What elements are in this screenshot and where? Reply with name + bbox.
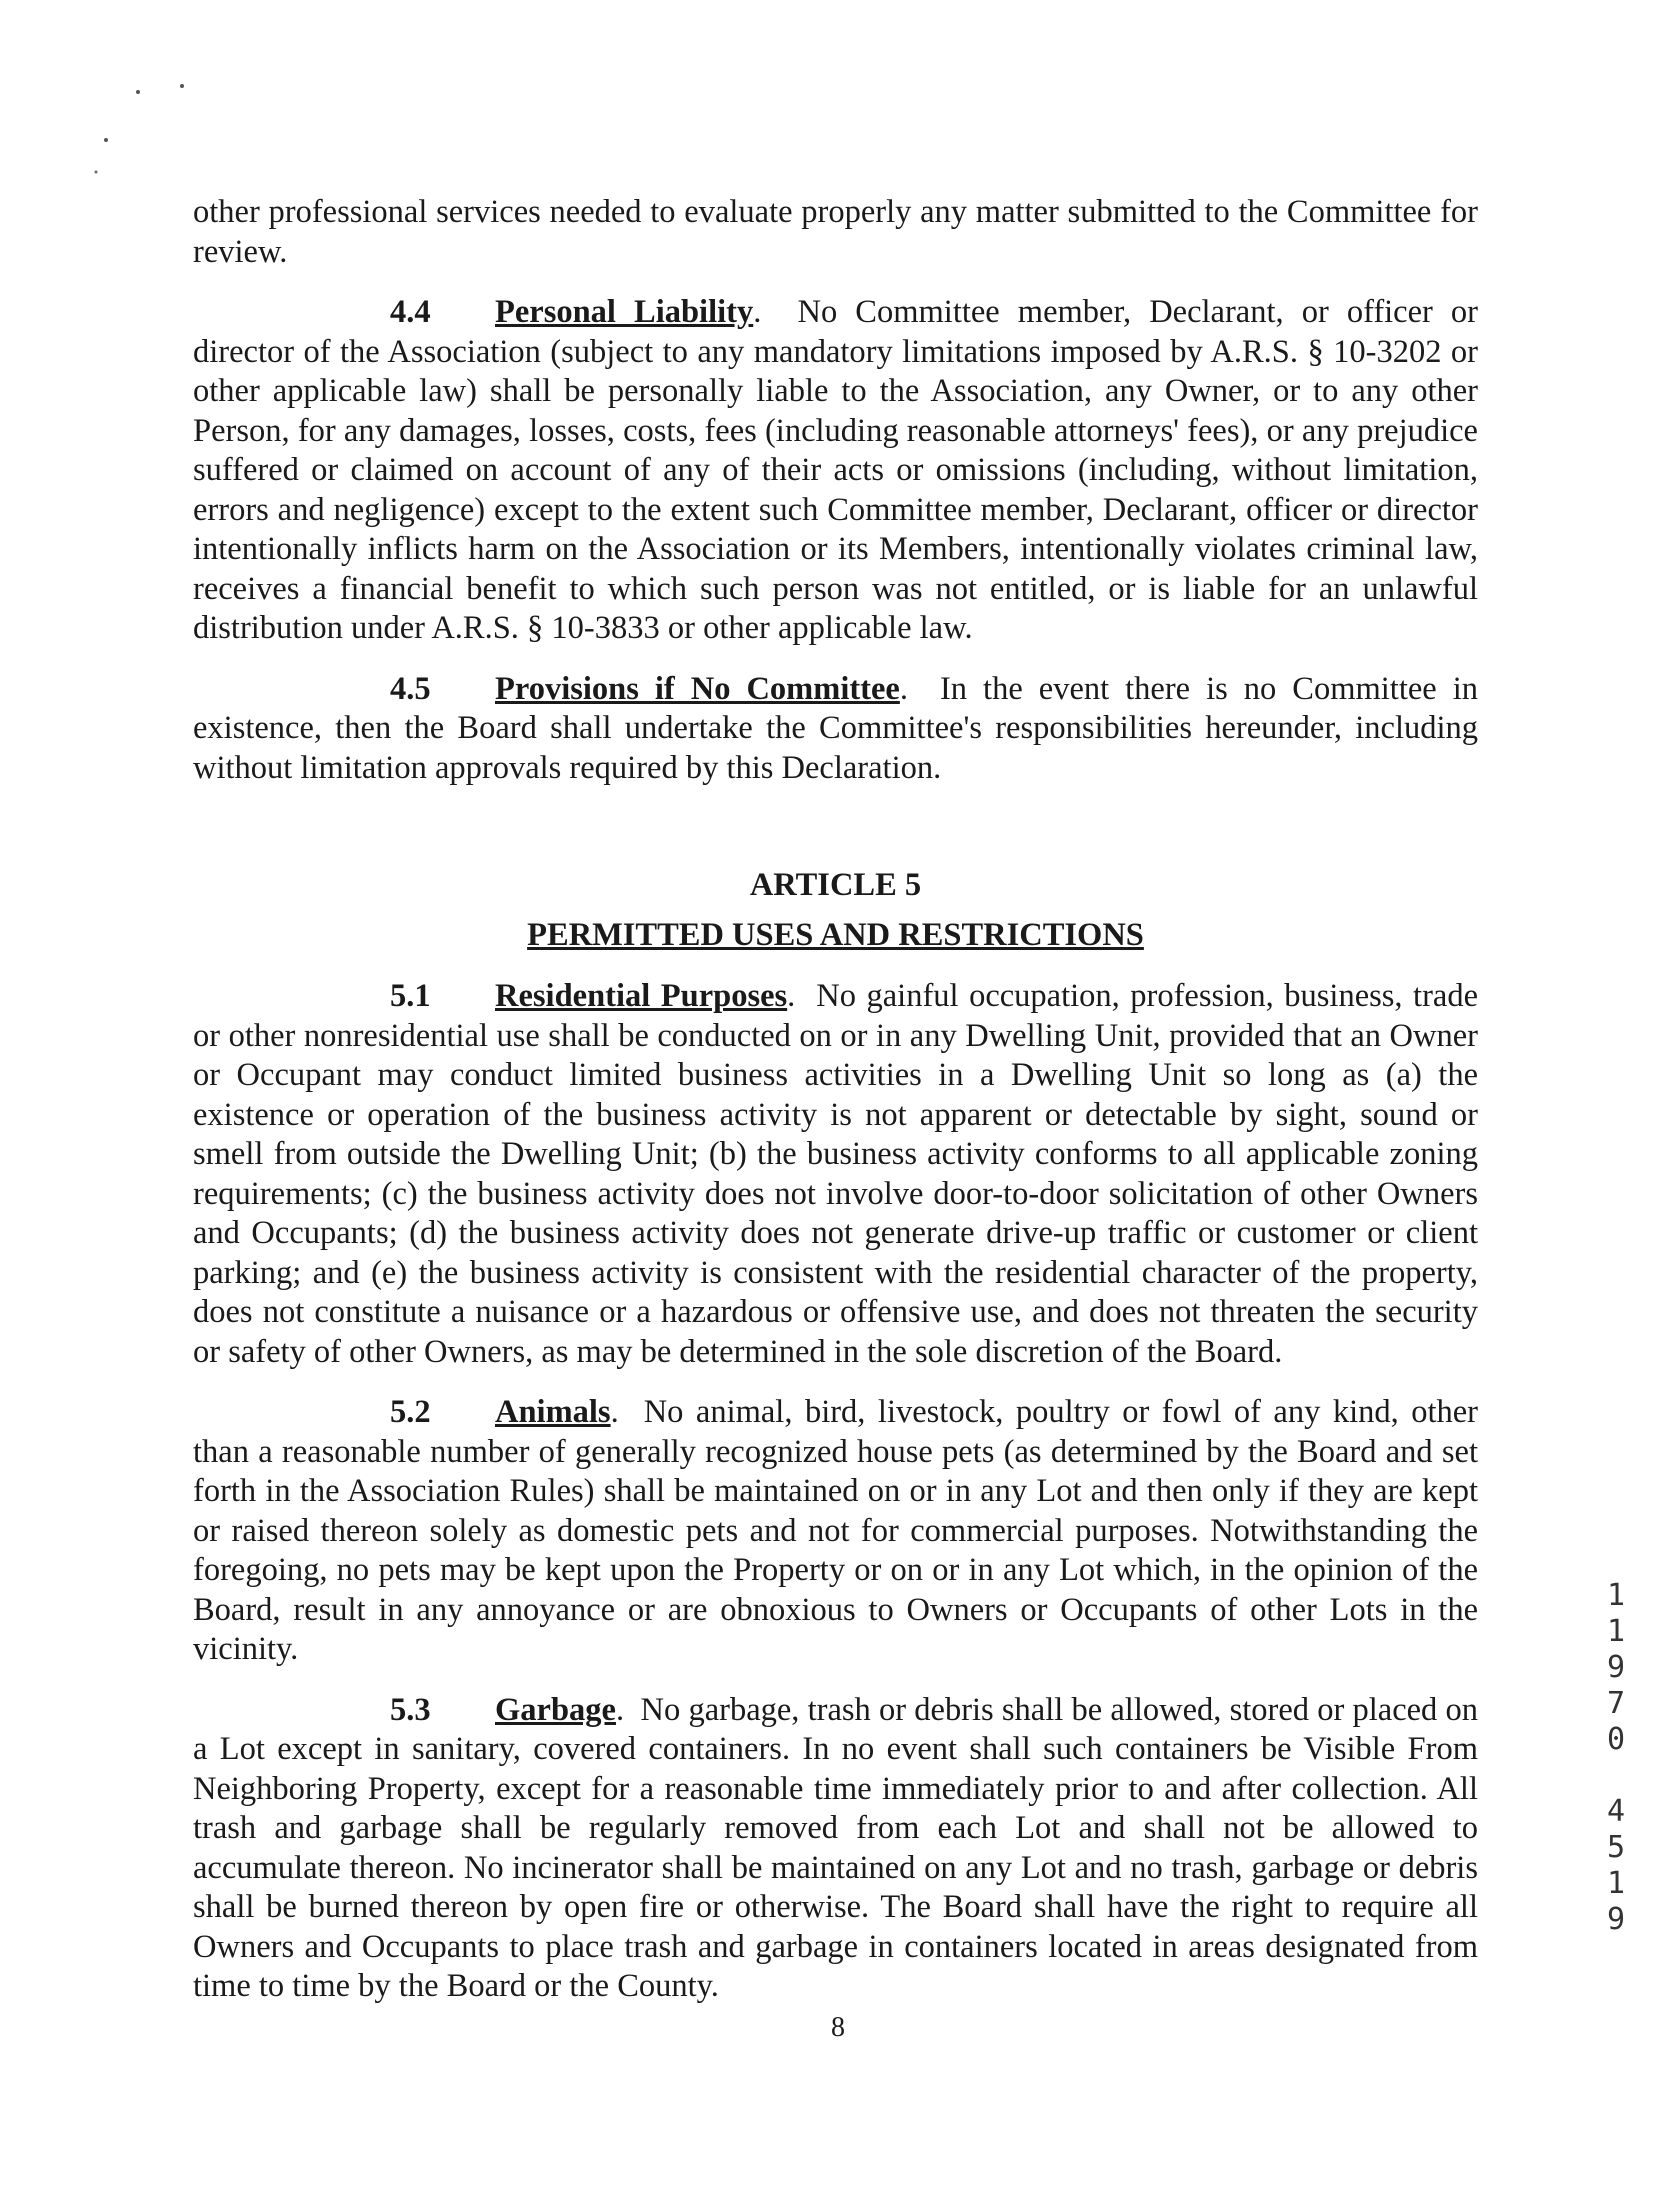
section-heading: Animals (495, 1394, 611, 1430)
recording-digit: 9 (1606, 1902, 1626, 1937)
section-4-5: 4.5 Provisions if No Committee. In the event there is no Committee in existence, then the Board shall undertake the Committee's responsibilities hereunder, including without limitation approvals required by this Declaration. (193, 670, 1478, 786)
intro-paragraph: other professional services needed to evaluate properly any matter submitted to the Committee for review. (193, 194, 1478, 270)
recording-gap (1601, 1758, 1631, 1794)
scan-specks (0, 0, 200, 200)
article-header (193, 866, 1478, 955)
recording-number (1601, 1578, 1631, 1938)
section-heading: Personal Liability (495, 294, 754, 330)
section-5-2: 5.2 Animals. No animal, bird, livestock, poultry or fowl of any kind, other than a reasonable number of generally recognized house pets (as determined by the Board and set forth in the Association Rules) shall be maintained on or in any Lot and then only if they are kept or raised thereon solely as domestic pets and not for commercial purposes. Notwithstanding the foregoing, no pets may be kept upon the Property or on or in any Lot which, in the opinion of the Board, result in any annoyance or are obnoxious to Owners or Occupants of other Lots in the vicinity. (193, 1394, 1479, 1667)
recording-digit: 5 (1606, 1830, 1626, 1865)
recording-digit: 4 (1606, 1794, 1626, 1829)
section-4-4: 4.4 Personal Liability. No Committee member, Declarant, or officer or director of the Association (subject to any mandatory limitations imposed by A.R.S. § 10-3202 or other applicable law) shall be personally liable to the Association, any Owner, or to any other Person, for any damages, losses, costs, fees (including reasonable attorneys' fees), or any prejudice suffered or claimed on account of any of their acts or omissions (including, without limitation, errors and negligence) except to the extent such Committee member, Declarant, officer or director intentionally inflicts harm on the Association or its Members, intentionally violates criminal law, receives a financial benefit to which such person was not entitled, or is liable for an unlawful distribution under A.R.S. § 10-3833 or other applicable law. (193, 294, 1478, 646)
article-subtitle: PERMITTED USES AND RESTRICTIONS (527, 916, 1144, 953)
section-body: No garbage, trash or debris shall be allowed, stored or placed on a Lot except in sanitary, covered containers. In no event shall such containers be Visible From Neighboring Property, except for a reasonable time immediately prior to and after collection. All trash and garbage shall be regularly removed from each Lot and shall not be allowed to accumulate thereon. No incinerator shall be maintained on any Lot and no trash, garbage or debris shall be burned thereon by open fire or otherwise. The Board shall have the right to require all Owners and Occupants to place trash and garbage in containers located in areas designated from time to time by the Board or the County. (193, 1691, 1479, 2004)
recording-digit: 7 (1606, 1686, 1626, 1721)
recording-digit: 1 (1606, 1578, 1626, 1613)
section-heading: Provisions if No Committee (495, 670, 900, 707)
section-body: No animal, bird, livestock, poultry or fowl of any kind, other than a reasonable number of generally recognized house pets (as determined by the Board and set forth in the Association Rules) shall be maintained on or in any Lot and then only if they are kept or raised thereon solely as domestic pets and not for commercial purposes. Notwithstanding the foregoing, no pets may be kept upon the Property or on or in any Lot which, in the opinion of the Board, result in any annoyance or are obnoxious to Owners or Occupants of other Lots in the vicinity. (193, 1394, 1479, 1667)
recording-digit: 9 (1606, 1650, 1626, 1685)
section-body: No Committee member, Declarant, or officer or director of the Association (subject to any mandatory limitations imposed by A.R.S. § 10-3202 or other applicable law) shall be personally liable to the Association, any Owner, or to any other Person, for any damages, losses, costs, fees (including reasonable attorneys' fees), or any prejudice suffered or claimed on account of any of their acts or omissions (including, without limitation, errors and negligence) except to the extent such Committee member, Declarant, officer or director intentionally inflicts harm on the Association or its Members, intentionally violates criminal law, receives a financial benefit to which such person was not entitled, or is liable for an unlawful distribution under A.R.S. § 10-3833 or other applicable law. (193, 294, 1478, 646)
recording-digit: 0 (1606, 1722, 1626, 1757)
article-title: ARTICLE 5 (749, 867, 922, 903)
section-heading: Garbage (495, 1691, 616, 1728)
section-number: 5.2 (390, 1394, 431, 1430)
section-body: In the event there is no Committee in existence, then the Board shall undertake the Committee's responsibilities hereunder, including without limitation approvals required by this Declaration. (193, 670, 1478, 786)
section-heading: Residential Purposes (495, 978, 788, 1014)
recording-digit: 1 (1606, 1614, 1626, 1649)
recording-digit: 1 (1606, 1866, 1626, 1901)
section-5-1: 5.1 Residential Purposes. No gainful occupation, profession, business, trade or other nonresidential use shall be conducted on or in any Dwelling Unit, provided that an Owner or Occupant may conduct limited business activities in a Dwelling Unit so long as (a) the existence or operation of the business activity is not apparent or detectable by sight, sound or smell from outside the Dwelling Unit; (b) the business activity conforms to all applicable zoning requirements; (c) the business activity does not involve door-to-door solicitation of other Owners and Occupants; (d) the business activity does not generate drive-up traffic or customer or client parking; and (e) the business activity is consistent with the residential character of the property, does not constitute a nuisance or a hazardous or offensive use, and does not threaten the security or safety of other Owners, as may be determined in the sole discretion of the Board. (193, 978, 1478, 1370)
section-number: 4.4 (390, 294, 431, 330)
section-number: 5.1 (390, 978, 431, 1014)
section-body: No gainful occupation, profession, business, trade or other nonresidential use shall be conducted on or in any Dwelling Unit, provided that an Owner or Occupant may conduct limited business activities in a Dwelling Unit so long as (a) the existence or operation of the business activity is not apparent or detectable by sight, sound or smell from outside the Dwelling Unit; (b) the business activity conforms to all applicable zoning requirements; (c) the business activity does not involve door-to-door solicitation of other Owners and Occupants; (d) the business activity does not generate drive-up traffic or customer or client parking; and (e) the business activity is consistent with the residential character of the property, does not constitute a nuisance or a hazardous or offensive use, and does not threaten the security or safety of other Owners, as may be determined in the sole discretion of the Board. (193, 978, 1478, 1370)
section-number: 5.3 (390, 1691, 431, 1728)
page-number: 8 (831, 2012, 845, 2043)
section-5-3: 5.3 Garbage. No garbage, trash or debris shall be allowed, stored or placed on a Lot except in sanitary, covered containers. In no event shall such containers be Visible From Neighboring Property, except for a reasonable time immediately prior to and after collection. All trash and garbage shall be regularly removed from each Lot and shall not be allowed to accumulate thereon. No incinerator shall be maintained on any Lot and no trash, garbage or debris shall be burned thereon by open fire or otherwise. The Board shall have the right to require all Owners and Occupants to place trash and garbage in containers located in areas designated from time to time by the Board or the County. (193, 1691, 1479, 2004)
document-body (193, 193, 1478, 2028)
section-number: 4.5 (390, 670, 431, 707)
